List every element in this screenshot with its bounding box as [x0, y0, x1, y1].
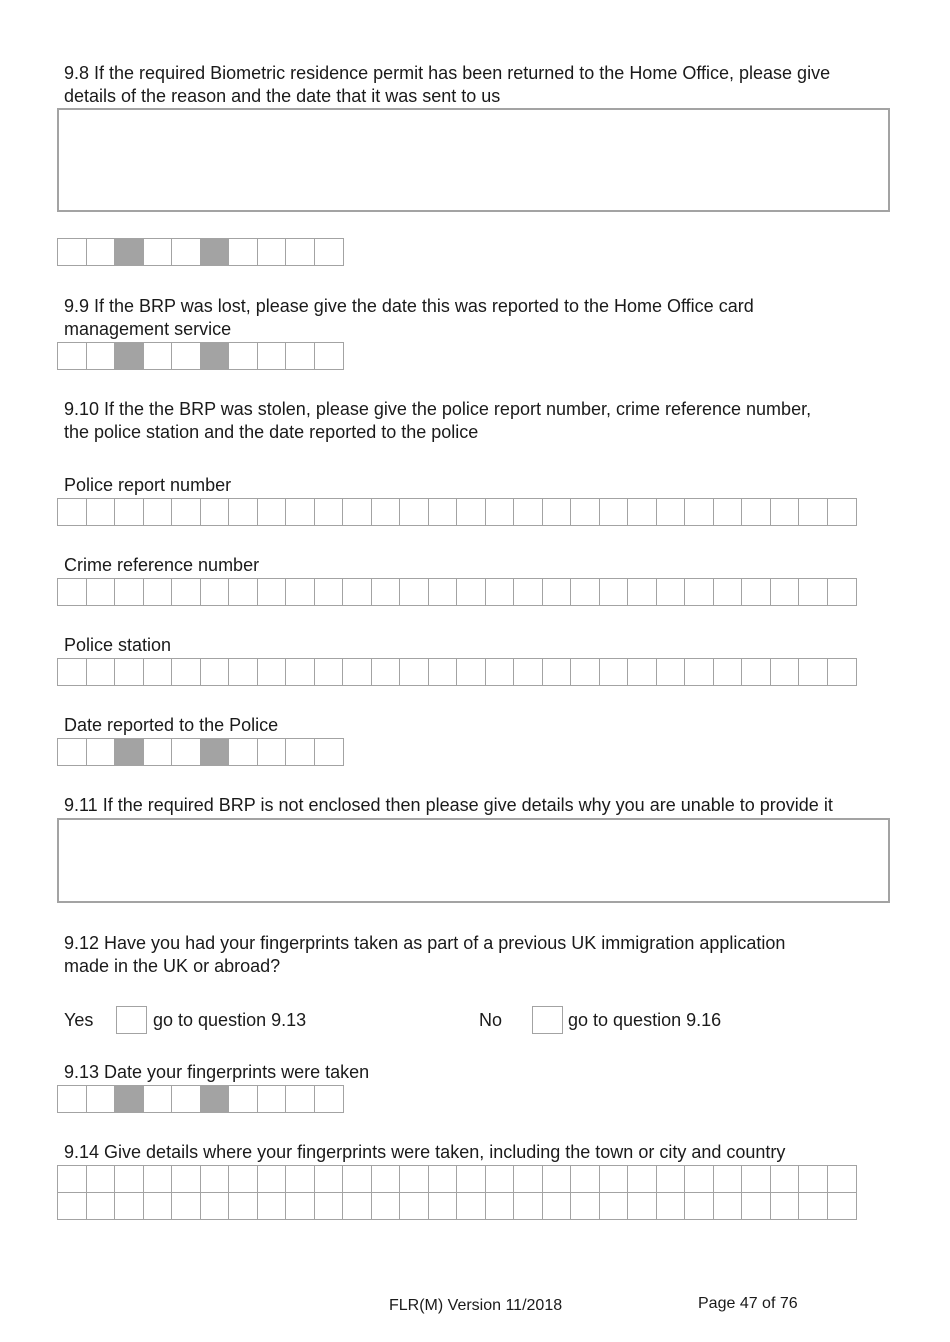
- no-label: No: [479, 1010, 503, 1030]
- character-cell[interactable]: [228, 1192, 258, 1220]
- yes-checkbox[interactable]: [116, 1006, 147, 1034]
- character-cell[interactable]: [599, 1165, 629, 1193]
- date-reported-field[interactable]: [57, 738, 342, 766]
- character-cell[interactable]: [656, 578, 686, 606]
- character-cell[interactable]: [770, 578, 800, 606]
- character-cell[interactable]: [285, 1165, 315, 1193]
- character-cell[interactable]: [57, 342, 87, 370]
- no-checkbox[interactable]: [532, 1006, 563, 1034]
- character-cell[interactable]: [342, 658, 372, 686]
- character-cell[interactable]: [656, 1192, 686, 1220]
- q9-8-details-textarea[interactable]: [57, 108, 890, 212]
- character-cell[interactable]: [257, 238, 287, 266]
- character-cell[interactable]: [627, 1165, 657, 1193]
- character-cell[interactable]: [86, 1192, 116, 1220]
- date-separator-cell: [200, 1085, 230, 1113]
- yes-label: Yes: [64, 1010, 94, 1030]
- date-separator-cell: [200, 342, 230, 370]
- character-cell[interactable]: [399, 1165, 429, 1193]
- character-cell[interactable]: [770, 658, 800, 686]
- character-cell[interactable]: [314, 738, 344, 766]
- character-cell[interactable]: [86, 738, 116, 766]
- character-cell[interactable]: [599, 578, 629, 606]
- character-cell[interactable]: [143, 738, 173, 766]
- character-cell[interactable]: [228, 1085, 258, 1113]
- character-cell[interactable]: [285, 342, 315, 370]
- character-cell[interactable]: [713, 498, 743, 526]
- character-cell[interactable]: [570, 498, 600, 526]
- character-cell[interactable]: [143, 1192, 173, 1220]
- q9-12-question-line2: made in the UK or abroad?: [64, 956, 281, 976]
- character-cell[interactable]: [342, 498, 372, 526]
- character-cell[interactable]: [485, 578, 515, 606]
- character-cell[interactable]: [342, 1165, 372, 1193]
- character-cell[interactable]: [428, 1165, 458, 1193]
- character-cell[interactable]: [257, 342, 287, 370]
- character-cell[interactable]: [314, 342, 344, 370]
- character-cell[interactable]: [143, 658, 173, 686]
- police-station-field[interactable]: [57, 658, 855, 686]
- character-cell[interactable]: [143, 578, 173, 606]
- police-report-number-label: Police report number: [64, 475, 232, 495]
- character-cell[interactable]: [713, 578, 743, 606]
- q9-11-question: 9.11 If the required BRP is not enclosed then please give details why you are unable to provide it: [64, 795, 833, 815]
- yes-goto-text: go to question 9.13: [153, 1010, 307, 1030]
- character-cell[interactable]: [114, 578, 144, 606]
- page-number: Page 47 of 76: [698, 1295, 798, 1312]
- character-cell[interactable]: [485, 1165, 515, 1193]
- character-cell[interactable]: [713, 1165, 743, 1193]
- character-cell[interactable]: [314, 1192, 344, 1220]
- character-cell[interactable]: [570, 1165, 600, 1193]
- date-separator-cell: [200, 738, 230, 766]
- character-cell[interactable]: [200, 1192, 230, 1220]
- character-cell[interactable]: [513, 1165, 543, 1193]
- character-cell[interactable]: [485, 1192, 515, 1220]
- character-cell[interactable]: [114, 498, 144, 526]
- character-cell[interactable]: [228, 658, 258, 686]
- character-cell[interactable]: [86, 1165, 116, 1193]
- character-cell[interactable]: [171, 238, 201, 266]
- character-cell[interactable]: [114, 1192, 144, 1220]
- character-cell[interactable]: [741, 498, 771, 526]
- character-cell[interactable]: [314, 658, 344, 686]
- character-cell[interactable]: [684, 578, 714, 606]
- character-cell[interactable]: [200, 1165, 230, 1193]
- character-cell[interactable]: [798, 498, 828, 526]
- character-cell[interactable]: [228, 1165, 258, 1193]
- character-cell[interactable]: [285, 658, 315, 686]
- character-cell[interactable]: [314, 578, 344, 606]
- character-cell[interactable]: [770, 498, 800, 526]
- character-cell[interactable]: [228, 578, 258, 606]
- character-cell[interactable]: [741, 1165, 771, 1193]
- character-cell[interactable]: [143, 238, 173, 266]
- character-cell[interactable]: [143, 342, 173, 370]
- character-cell[interactable]: [371, 658, 401, 686]
- character-cell[interactable]: [285, 498, 315, 526]
- character-cell[interactable]: [513, 1192, 543, 1220]
- character-cell[interactable]: [57, 498, 87, 526]
- character-cell[interactable]: [257, 738, 287, 766]
- character-cell[interactable]: [485, 498, 515, 526]
- character-cell[interactable]: [171, 1192, 201, 1220]
- character-cell[interactable]: [428, 1192, 458, 1220]
- character-cell[interactable]: [285, 1085, 315, 1113]
- character-cell[interactable]: [399, 498, 429, 526]
- character-cell[interactable]: [827, 578, 857, 606]
- character-cell[interactable]: [570, 658, 600, 686]
- q9-9-question-line1: 9.9 If the BRP was lost, please give the date this was reported to the Home Office card: [64, 296, 754, 316]
- character-cell[interactable]: [513, 498, 543, 526]
- date-reported-label: Date reported to the Police: [64, 715, 279, 735]
- q9-8-question-line2: details of the reason and the date that it was sent to us: [64, 86, 501, 106]
- q9-14-question: 9.14 Give details where your fingerprints were taken, including the town or city and country: [64, 1142, 786, 1162]
- character-cell[interactable]: [371, 1165, 401, 1193]
- character-cell[interactable]: [684, 498, 714, 526]
- character-cell[interactable]: [627, 1192, 657, 1220]
- character-cell[interactable]: [171, 578, 201, 606]
- character-cell[interactable]: [257, 578, 287, 606]
- character-cell[interactable]: [713, 658, 743, 686]
- character-cell[interactable]: [513, 578, 543, 606]
- character-cell[interactable]: [171, 738, 201, 766]
- character-cell[interactable]: [57, 658, 87, 686]
- form-version: FLR(M) Version 11/2018: [389, 1297, 563, 1314]
- character-cell[interactable]: [770, 1192, 800, 1220]
- character-cell[interactable]: [285, 738, 315, 766]
- character-cell[interactable]: [542, 1165, 572, 1193]
- character-cell[interactable]: [713, 1192, 743, 1220]
- character-cell[interactable]: [86, 238, 116, 266]
- character-cell[interactable]: [456, 1165, 486, 1193]
- character-cell[interactable]: [684, 1165, 714, 1193]
- character-cell[interactable]: [200, 498, 230, 526]
- character-cell[interactable]: [143, 498, 173, 526]
- character-cell[interactable]: [143, 1165, 173, 1193]
- character-cell[interactable]: [171, 1165, 201, 1193]
- character-cell[interactable]: [86, 658, 116, 686]
- q9-8-question-line1: 9.8 If the required Biometric residence permit has been returned to the Home Office, please give: [64, 63, 831, 83]
- character-cell[interactable]: [143, 1085, 173, 1113]
- character-cell[interactable]: [314, 498, 344, 526]
- character-cell[interactable]: [228, 238, 258, 266]
- character-cell[interactable]: [684, 658, 714, 686]
- date-separator-cell: [114, 1085, 144, 1113]
- character-cell[interactable]: [542, 498, 572, 526]
- character-cell[interactable]: [285, 578, 315, 606]
- character-cell[interactable]: [257, 498, 287, 526]
- q9-9-date-field[interactable]: [57, 342, 342, 370]
- character-cell[interactable]: [57, 738, 87, 766]
- character-cell[interactable]: [570, 578, 600, 606]
- q9-12-question-line1: 9.12 Have you had your fingerprints taken as part of a previous UK immigration application: [64, 933, 786, 953]
- character-cell[interactable]: [456, 1192, 486, 1220]
- character-cell[interactable]: [428, 498, 458, 526]
- character-cell[interactable]: [114, 658, 144, 686]
- q9-10-question-line2: the police station and the date reported to the police: [64, 422, 479, 442]
- character-cell[interactable]: [228, 342, 258, 370]
- character-cell[interactable]: [513, 658, 543, 686]
- character-cell[interactable]: [827, 658, 857, 686]
- character-cell[interactable]: [741, 578, 771, 606]
- character-cell[interactable]: [200, 578, 230, 606]
- character-cell[interactable]: [827, 1165, 857, 1193]
- character-cell[interactable]: [770, 1165, 800, 1193]
- character-cell[interactable]: [656, 658, 686, 686]
- character-cell[interactable]: [627, 658, 657, 686]
- character-cell[interactable]: [741, 1192, 771, 1220]
- character-cell[interactable]: [798, 1165, 828, 1193]
- character-cell[interactable]: [741, 658, 771, 686]
- character-cell[interactable]: [57, 1192, 87, 1220]
- character-cell[interactable]: [285, 1192, 315, 1220]
- character-cell[interactable]: [314, 238, 344, 266]
- character-cell[interactable]: [627, 578, 657, 606]
- character-cell[interactable]: [798, 1192, 828, 1220]
- character-cell[interactable]: [456, 498, 486, 526]
- character-cell[interactable]: [342, 1192, 372, 1220]
- character-cell[interactable]: [285, 238, 315, 266]
- q9-9-question-line2: management service: [64, 319, 232, 339]
- character-cell[interactable]: [314, 1085, 344, 1113]
- q9-14-details-row-1[interactable]: [57, 1165, 855, 1193]
- character-cell[interactable]: [57, 1165, 87, 1193]
- character-cell[interactable]: [542, 658, 572, 686]
- character-cell[interactable]: [485, 658, 515, 686]
- character-cell[interactable]: [627, 498, 657, 526]
- character-cell[interactable]: [114, 1165, 144, 1193]
- character-cell[interactable]: [684, 1192, 714, 1220]
- character-cell[interactable]: [57, 578, 87, 606]
- character-cell[interactable]: [371, 1192, 401, 1220]
- crime-reference-number-field[interactable]: [57, 578, 855, 606]
- character-cell[interactable]: [342, 578, 372, 606]
- character-cell[interactable]: [399, 578, 429, 606]
- character-cell[interactable]: [371, 498, 401, 526]
- character-cell[interactable]: [171, 1085, 201, 1113]
- character-cell[interactable]: [171, 658, 201, 686]
- character-cell[interactable]: [542, 578, 572, 606]
- date-separator-cell: [114, 342, 144, 370]
- q9-8-date-field[interactable]: [57, 238, 342, 266]
- q9-13-date-field[interactable]: [57, 1085, 342, 1113]
- character-cell[interactable]: [371, 578, 401, 606]
- character-cell[interactable]: [542, 1192, 572, 1220]
- character-cell[interactable]: [86, 342, 116, 370]
- character-cell[interactable]: [827, 1192, 857, 1220]
- character-cell[interactable]: [599, 658, 629, 686]
- character-cell[interactable]: [656, 1165, 686, 1193]
- date-separator-cell: [114, 238, 144, 266]
- character-cell[interactable]: [456, 578, 486, 606]
- character-cell[interactable]: [200, 658, 230, 686]
- q9-13-question: 9.13 Date your fingerprints were taken: [64, 1062, 370, 1082]
- character-cell[interactable]: [86, 578, 116, 606]
- character-cell[interactable]: [428, 578, 458, 606]
- character-cell[interactable]: [257, 658, 287, 686]
- character-cell[interactable]: [171, 498, 201, 526]
- character-cell[interactable]: [228, 498, 258, 526]
- q9-10-question-line1: 9.10 If the the BRP was stolen, please give the police report number, crime reference number,: [64, 399, 812, 419]
- character-cell[interactable]: [570, 1192, 600, 1220]
- police-report-number-field[interactable]: [57, 498, 855, 526]
- date-separator-cell: [114, 738, 144, 766]
- q9-11-details-textarea[interactable]: [57, 818, 890, 903]
- character-cell[interactable]: [399, 658, 429, 686]
- character-cell[interactable]: [399, 1192, 429, 1220]
- character-cell[interactable]: [257, 1165, 287, 1193]
- character-cell[interactable]: [314, 1165, 344, 1193]
- character-cell[interactable]: [228, 738, 258, 766]
- character-cell[interactable]: [171, 342, 201, 370]
- character-cell[interactable]: [599, 498, 629, 526]
- character-cell[interactable]: [86, 498, 116, 526]
- character-cell[interactable]: [599, 1192, 629, 1220]
- police-station-label: Police station: [64, 635, 172, 655]
- character-cell[interactable]: [257, 1192, 287, 1220]
- character-cell[interactable]: [656, 498, 686, 526]
- character-cell[interactable]: [57, 238, 87, 266]
- character-cell[interactable]: [86, 1085, 116, 1113]
- character-cell[interactable]: [798, 578, 828, 606]
- date-separator-cell: [200, 238, 230, 266]
- character-cell[interactable]: [798, 658, 828, 686]
- q9-14-details-row-2[interactable]: [57, 1192, 855, 1220]
- character-cell[interactable]: [827, 498, 857, 526]
- character-cell[interactable]: [428, 658, 458, 686]
- character-cell[interactable]: [456, 658, 486, 686]
- character-cell[interactable]: [257, 1085, 287, 1113]
- no-goto-text: go to question 9.16: [568, 1010, 722, 1030]
- character-cell[interactable]: [57, 1085, 87, 1113]
- crime-reference-number-label: Crime reference number: [64, 555, 260, 575]
